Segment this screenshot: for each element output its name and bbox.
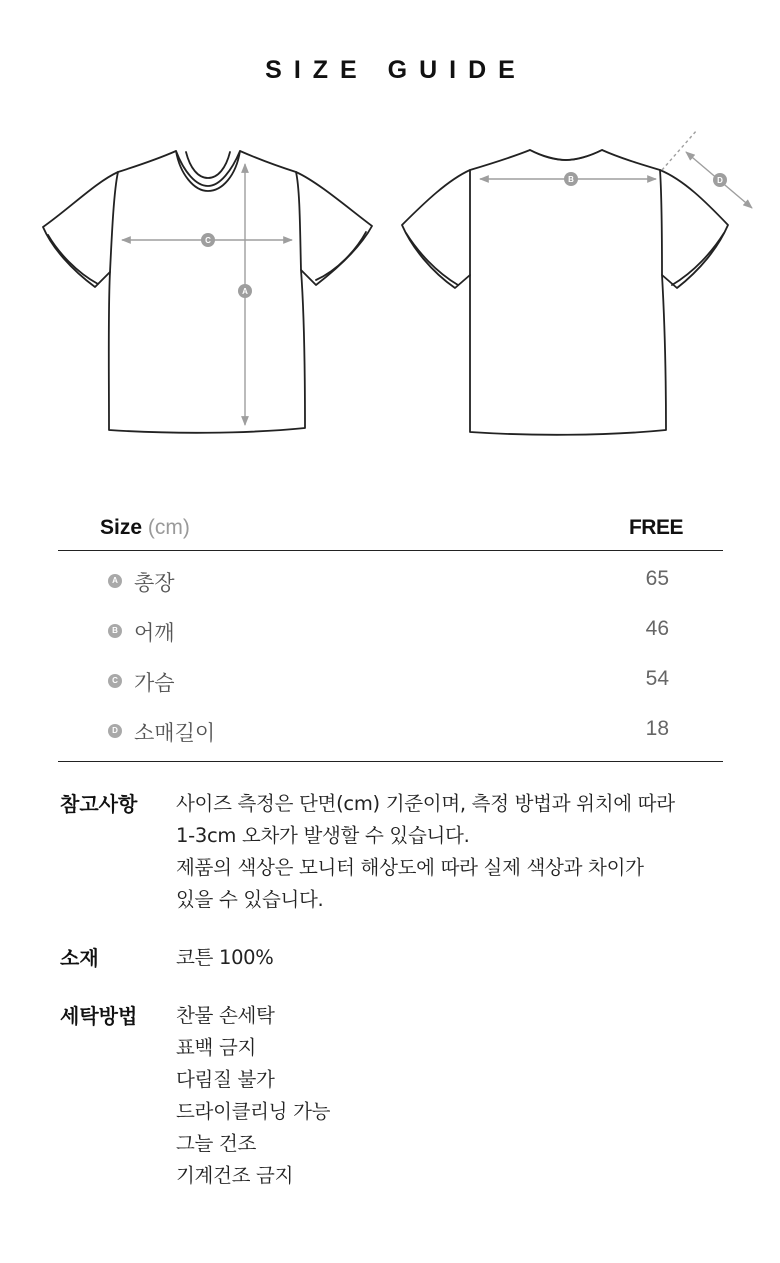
note-line: 다림질 불가 [176, 1068, 275, 1091]
product-notes [60, 788, 740, 1218]
tshirt-diagrams [0, 120, 780, 450]
measure-d-guide [662, 130, 697, 170]
badge-c: C [108, 674, 122, 688]
note-line: 표백 금지 [176, 1036, 257, 1059]
row-label: 어깨 [134, 621, 175, 645]
size-table-body [58, 551, 723, 762]
badge-a: A [108, 574, 122, 588]
size-row-chest [58, 655, 723, 705]
note-line: 그늘 건조 [176, 1132, 257, 1155]
note-reference [60, 788, 740, 916]
marker-c [201, 233, 215, 247]
row-label: 소매길이 [134, 721, 216, 745]
row-value: 46 [645, 617, 669, 640]
tshirt-back [402, 150, 728, 435]
note-title: 소재 [60, 946, 99, 970]
marker-b [564, 172, 578, 186]
badge-d: D [108, 724, 122, 738]
note-line: 사이즈 측정은 단면(cm) 기준이며, 측정 방법과 위치에 따라 [176, 792, 675, 815]
row-value: 54 [645, 667, 669, 690]
size-table-header [58, 510, 723, 551]
note-line: 드라이클리닝 가능 [176, 1100, 331, 1123]
size-row-sleeve-length [58, 705, 723, 755]
size-unit: (cm) [147, 516, 190, 539]
size-table [58, 510, 723, 762]
page-title: SIZE GUIDE [265, 56, 527, 84]
note-title: 세탁방법 [60, 1004, 138, 1028]
note-line: 있을 수 있습니다. [176, 888, 324, 911]
size-row-total-length [58, 555, 723, 605]
badge-b: B [108, 624, 122, 638]
note-line: 1-3cm 오차가 발생할 수 있습니다. [176, 824, 470, 847]
svg-text:C: C [205, 236, 211, 245]
row-value: 18 [645, 717, 669, 740]
svg-text:D: D [717, 176, 723, 185]
note-line: 기계건조 금지 [176, 1164, 294, 1187]
marker-d [713, 173, 727, 187]
row-label: 총장 [134, 571, 175, 595]
size-header-label: Size (cm) [100, 516, 190, 539]
note-title: 참고사항 [60, 792, 138, 816]
tshirt-front [43, 151, 372, 433]
note-line: 찬물 손세탁 [176, 1004, 275, 1027]
note-washing [60, 1000, 740, 1192]
note-material [60, 942, 740, 974]
row-value: 65 [645, 567, 669, 590]
size-row-shoulder [58, 605, 723, 655]
svg-text:B: B [568, 175, 574, 184]
marker-a [238, 284, 252, 298]
note-line: 제품의 색상은 모니터 해상도에 따라 실제 색상과 차이가 [176, 856, 644, 879]
note-line: 코튼 100% [176, 946, 274, 969]
svg-text:A: A [242, 287, 248, 296]
size-column-free: FREE [628, 516, 683, 539]
row-label: 가슴 [134, 671, 175, 695]
